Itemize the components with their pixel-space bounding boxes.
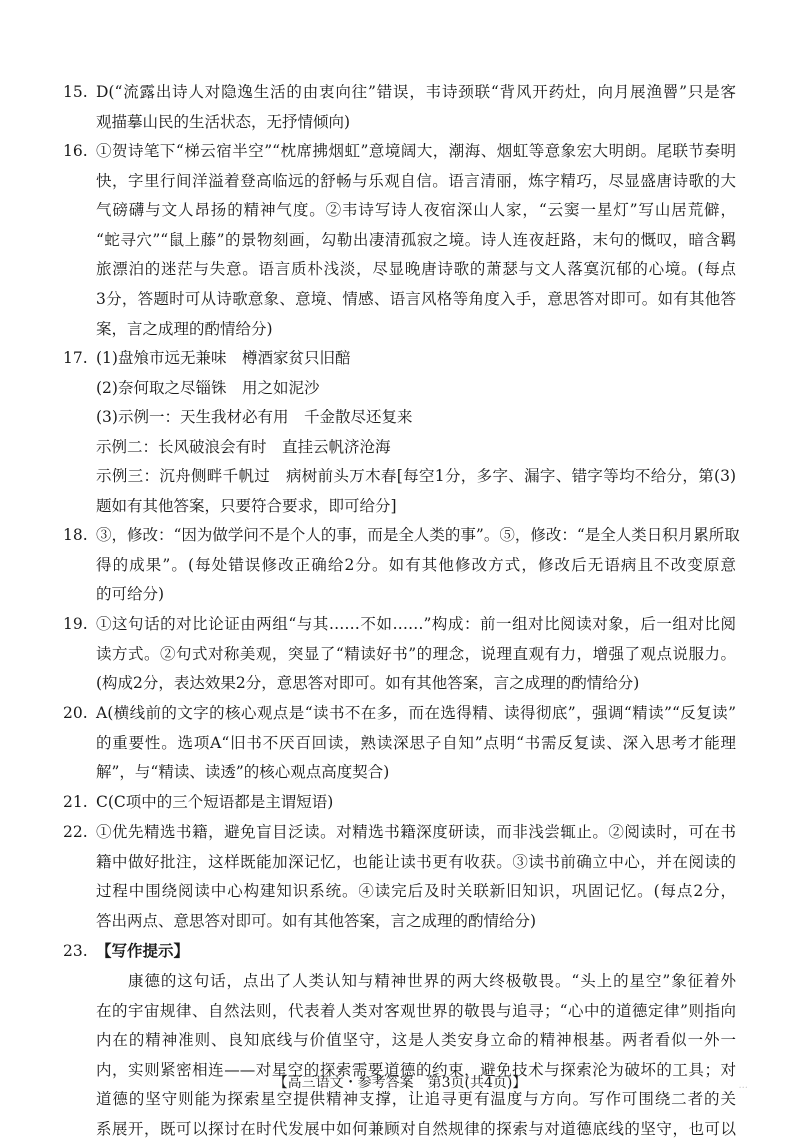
text-line: 解”，与“精读、读透”的核心观点高度契合) xyxy=(96,763,390,782)
writing-tips-body xyxy=(96,967,736,1145)
text-line: 3分，答题时可从诗歌意象、意境、情感、语言风格等角度入手，意思答对即可。如有其他答 xyxy=(96,289,736,308)
text-line: 在的宇宙规律、自然法则，代表着人类对客观世界的敬畏与追寻；“心中的道德定律”则指向 xyxy=(96,1001,736,1020)
text-line: ①优先精选书籍，避免盲目泛读。对精选书籍深度研读，而非浅尝辄止。②阅读时，可在书 xyxy=(96,823,736,841)
text-line: (1)盘飧市远无兼味 樽酒家贫只旧醅 xyxy=(96,349,351,367)
text-line: ①贺诗笔下“梯云宿半空”“枕席拂烟虹”意境阔大，潮海、烟虹等意象宏大明朗。尾联节奏明 xyxy=(96,142,736,160)
answer-19 xyxy=(63,610,736,699)
writing-tips-heading: 【写作提示】 xyxy=(96,942,190,960)
text-line: 得的成果”。(每处错误修改正确给2分。如有其他修改方式，修改后无语病且不改变原意 xyxy=(96,555,736,574)
text-line: 旅漂泊的迷茫与失意。语言质朴浅淡，尽显晚唐诗歌的萧瑟与文人落寞沉郁的心境。(每点 xyxy=(96,260,736,279)
text-line: 案，言之成理的酌情给分) xyxy=(96,319,273,338)
text-line: (3)示例一：天生我材必有用 千金散尽还复来 xyxy=(96,408,413,427)
text-line: 读方式。②句式对称美观，突显了“精读好书”的理念，说理直观有力，增强了观点说服力。 xyxy=(96,644,736,663)
question-number: 23. xyxy=(63,942,88,960)
text-line: 答出两点、意思答对即可。如有其他答案，言之成理的酌情给分) xyxy=(96,911,537,930)
answer-23 xyxy=(63,937,736,967)
text-line: (构成2分，表达效果2分，意思答对即可。如有其他答案，言之成理的酌情给分) xyxy=(96,674,640,693)
question-number: 19. xyxy=(63,615,88,633)
text-line: 观描摹山民的生活状态，无抒情倾向) xyxy=(96,112,351,131)
text-line: 道德的坚守则能为探索星空提供精神支撑，让追寻更有温度与方向。写作可围绕二者的关 xyxy=(96,1090,736,1109)
text-line: 籍中做好批注，这样既能加深记忆，也能让读书更有收获。③读书前确立中心，并在阅读的 xyxy=(96,852,736,871)
question-number: 22. xyxy=(63,823,88,841)
answer-22 xyxy=(63,818,736,936)
question-number: 20. xyxy=(63,704,88,722)
answer-15 xyxy=(63,78,736,137)
text-line: C(C项中的三个短语都是主谓短语) xyxy=(96,793,334,811)
page-footer: 【高三语文・参考答案 第3页(共4页)】 xyxy=(273,1075,527,1091)
text-line: 题如有其他答案，只要符合要求，即可给分] xyxy=(96,496,397,515)
text-line: 系展开，既可以探讨在时代发展中如何兼顾对自然规律的探索与对道德底线的坚守，也可以 xyxy=(96,1119,736,1138)
text-line: 的可给分) xyxy=(96,585,165,604)
answer-18 xyxy=(63,521,740,610)
text-line: 的重要性。选项A“旧书不厌百回读，熟读深思子自知”点明“书需反复读、深入思考才能理 xyxy=(96,733,736,752)
text-line: ③，修改：“因为做学问不是个人的事，而是全人类的事”。⑤，修改：“是全人类日积月累所取 xyxy=(96,526,740,544)
text-line: 康德的这句话，点出了人类认知与精神世界的两大终极敬畏。“头上的星空”象征着外 xyxy=(128,972,736,990)
text-line: 内在的精神准则、良知底线与价值坚守，这是人类安身立命的精神根基。两者看似一外一 xyxy=(96,1031,736,1050)
text-line: 过程中围绕阅读中心构建知识系统。④读完后及时关联新旧知识，巩固记忆。(每点2分， xyxy=(96,882,736,901)
corner-mark: ... xyxy=(738,1080,748,1091)
text-line: (2)奈何取之尽锱铢 用之如泥沙 xyxy=(96,378,320,397)
text-line: 气磅礴与文人昂扬的精神气度。②韦诗写诗人夜宿深山人家，“云窦一星灯”写山居荒僻， xyxy=(96,201,736,220)
answer-21 xyxy=(63,788,736,818)
text-line: “蛇寻穴”“鼠上藤”的景物刻画，勾勒出凄清孤寂之境。诗人连夜赶路，末句的慨叹，暗含羁 xyxy=(96,230,736,249)
text-line: 内，实则紧密相连——对星空的探索需要道德的约束，避免技术与探索沦为破坏的工具；对 xyxy=(96,1060,736,1079)
text-line: 示例三：沉舟侧畔千帆过 病树前头万木春[每空1分，多字、漏字、错字等均不给分，第(3) xyxy=(96,467,736,486)
question-number: 21. xyxy=(63,793,88,811)
question-number: 17. xyxy=(63,349,88,367)
answer-20 xyxy=(63,699,736,788)
text-line: A(横线前的文字的核心观点是“读书不在多，而在选得精、读得彻底”，强调“精读”“反复读” xyxy=(96,704,736,722)
text-line: 快，字里行间洋溢着登高临远的舒畅与乐观自信。语言清丽，炼字精巧，尽显盛唐诗歌的大 xyxy=(96,171,736,190)
text-line: ①这句话的对比论证由两组“与其……不如……”构成：前一组对比阅读对象，后一组对比阅 xyxy=(96,615,736,633)
question-number: 15. xyxy=(63,83,88,101)
answer-17 xyxy=(63,344,736,522)
question-number: 18. xyxy=(63,526,88,544)
answer-16 xyxy=(63,137,736,344)
text-line: D(“流露出诗人对隐逸生活的由衷向往”错误，韦诗颈联“背风开药灶，向月展渔罾”只是客 xyxy=(96,83,736,101)
text-line: 示例二：长风破浪会有时 直挂云帆济沧海 xyxy=(96,437,391,456)
question-number: 16. xyxy=(63,142,88,160)
